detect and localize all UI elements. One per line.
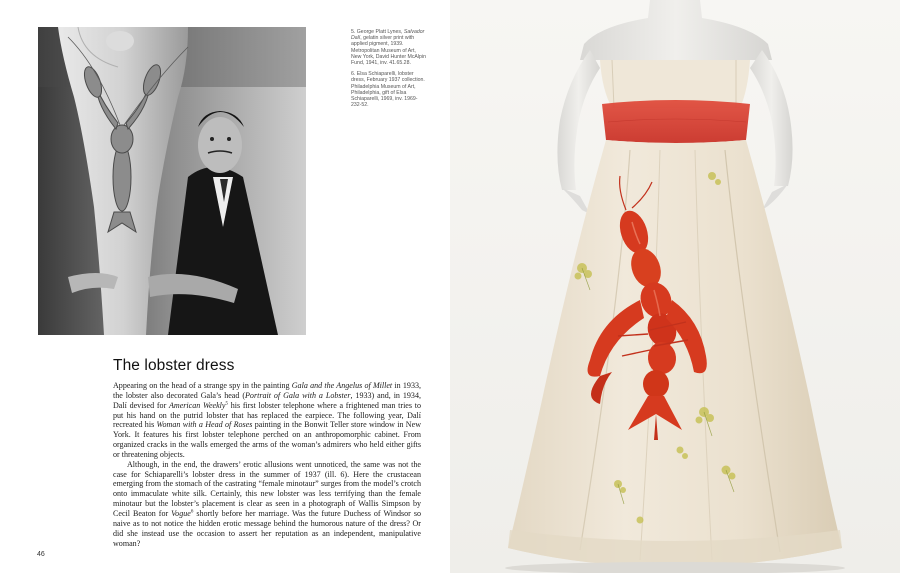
red-sash <box>602 100 750 143</box>
paragraph-1 <box>113 381 421 460</box>
p1-text-2: in 1933, the lobster also decorated Gala’s head ( <box>113 381 422 400</box>
paragraph-2 <box>113 460 421 549</box>
dali-lobster-photograph <box>38 27 306 335</box>
captions <box>351 29 427 113</box>
p2-italic-1: Vogue <box>171 508 191 518</box>
body-text <box>113 381 421 548</box>
caption-6: 6. Elsa Schiaparelli, lobster dress, February 1937 collection. Philadelphia Museum of Art, Philadelphia, gift of Elsa Schiaparelli, 1969, inv. 1969-232-52. <box>351 71 425 109</box>
page-number: 46 <box>37 551 45 558</box>
p1-italic-4: Woman with a Head of Roses <box>156 420 253 430</box>
lobster-dress-photograph <box>450 0 900 573</box>
caption-5-prefix: 5. George Platt Lynes, <box>351 29 404 35</box>
right-page <box>450 0 900 573</box>
p2-text-2: shortly before her marriage. Was the future Duchess of Windsor so naive as to not notice the hidden erotic message behind the humorous nature of the dress? Or did she instead use the occasion to assert her reputation as an independent, manipulative woman? <box>113 508 421 548</box>
p1-italic-1: Gala and the Angelus of Millet <box>291 381 393 390</box>
p1-text-5: painting in the Bonwit Teller store window in New York. It features his first lobster telephone perched on an anthropomorphic cabinet. From organized cracks in the walls emerged the arms of the woman’s admirers who held either gifts or threatening objects. <box>113 420 422 459</box>
caption-5-title: Salvador Dalí <box>351 29 425 42</box>
p1-text-4: his first lobster telephone where a frightened man tries to put his hand on the putrid lobster that has replaced the earpiece. The following year, Dalí recreated his <box>113 400 421 430</box>
caption-5 <box>351 29 427 66</box>
caption-5-rest: , gelatin silver print with applied pigment, 1939. Metropolitan Museum of Art, New York, David Hunter McAlpin Fund, 1941, inv. 41.65.28. <box>351 35 426 67</box>
section-heading: The lobster dress <box>113 357 235 374</box>
dali-photo-illustration <box>38 27 306 335</box>
footnote-ref-6[interactable]: 6 <box>190 509 194 515</box>
p2-text-1: Although, in the end, the drawers’ erotic allusions went unnoticed, the same was not the case for Schiaparelli’s lobster dress in the summer of 1937 (ill. 6). Here the crustacean emerging from the stomach of the castrating “female minotaur” surges from the model’s crotch onto immaculate white silk. Certainly, this new lobster was less terrifying than the female minotaur but the lobster’s placement is clear as seen in a photograph of Wallis Simpson by Cecil Beaton for <box>113 459 421 518</box>
p1-text-1: Appearing on the head of a strange spy in the painting <box>113 381 292 390</box>
footnote-ref-5[interactable]: 5 <box>225 401 228 407</box>
p1-text-3: , 1933) and, in 1934, Dalí devised for <box>113 390 421 410</box>
p1-italic-3: American Weekly <box>168 400 226 410</box>
p1-italic-2: Portrait of Gala with a Lobster <box>245 390 351 400</box>
